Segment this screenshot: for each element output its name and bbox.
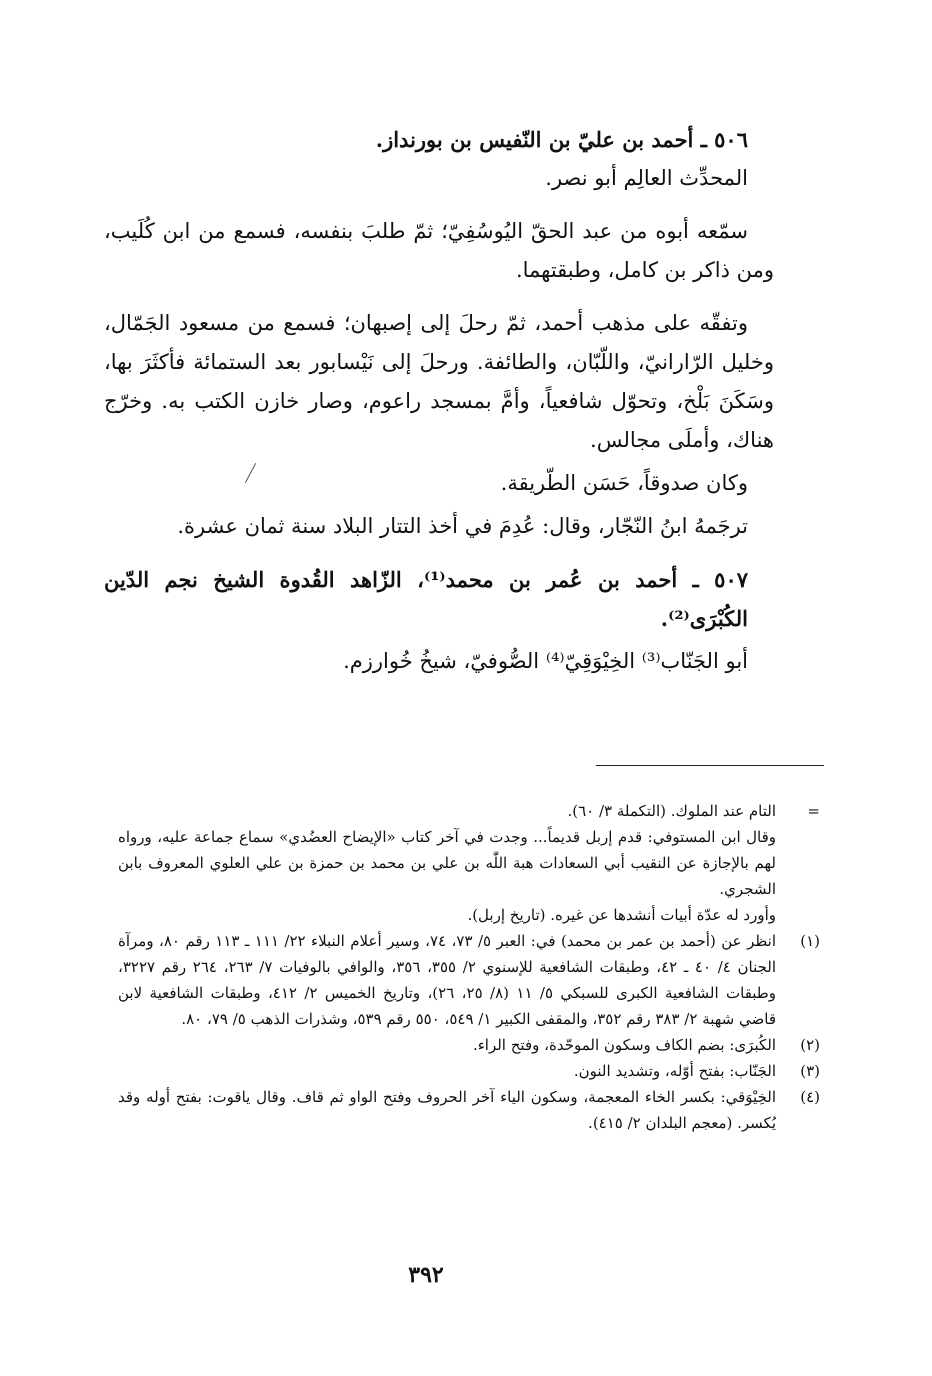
- continuation-line: وقال ابن المستوفي: قدم إربل قديماً... وجدت في آخر كتاب «الإيضاح العضُدي» سماع جماعة عليه، ورواه لهم بالإجازة عن النقيب أبي السعادات هبة اللّٰه بن علي بن محمد بن حمزة بن علي العلوي المعروف بابن الشجري.: [118, 828, 776, 898]
- entry-507-subtitle: أبو الجَنّاب⁽³⁾ الخِيْوَقِيّ⁽⁴⁾ الصُّوفيّ، شيخُ خُوارزم.: [343, 649, 748, 673]
- entry-506-paragraph-4: ترجَمهُ ابنُ النّجّار، وقال: عُدِمَ في أخذ التتار البلاد سنة ثمان عشرة.: [177, 514, 748, 538]
- entry-506-paragraph-1: سمّعه أبوه من عبد الحقّ اليُوسُفِيّ؛ ثمّ طلبَ بنفسه، فسمع من ابن كُلَيب، ومن ذاكر بن كامل، وطبقتهما.: [104, 219, 774, 282]
- main-text: [104, 120, 774, 681]
- footnote-2-text: الكُبرَى: بضم الكاف وسكون الموحّدة، وفتح الراء.: [472, 1036, 776, 1054]
- entry-506-paragraph-2: وتفقّه على مذهب أحمد، ثمّ رحلَ إلى إصبهان؛ فسمع من مسعود الجَمّال، وخليل الرّارانيّ، واللّبّان، والطائفة. ورحلَ إلى نَيْسابور بعد الستمائة فأكثَرَ بها، وسَكَنَ بَلْخ، وتحوّل شافعياً، وأمَّ بمسجد راعوم، وصار خازن الكتب به. وخرّج هناك، وأملَى مجالس.: [104, 311, 774, 452]
- footnotes: [118, 798, 820, 1136]
- footnote-3: [118, 1058, 820, 1084]
- entry-506-paragraph-3: وكان صدوقاً، حَسَن الطّريقة.: [500, 471, 748, 495]
- footnote-1-mark: (١): [800, 932, 820, 950]
- entry-506-heading: ٥٠٦ ـ أحمد بن عليّ بن النّفيس بن بورنداز.: [375, 127, 748, 152]
- footnote-4: [118, 1084, 820, 1136]
- continuation-line: التام عند الملوك. (التكملة ٣/ ٦٠).: [567, 802, 776, 820]
- entry-507-heading: ٥٠٧ ـ أحمد بن عُمر بن محمد⁽¹⁾، الزّاهد القُدوة الشيخ نجم الدّين الكُبْرَى⁽²⁾.: [104, 567, 749, 631]
- footnote-2-mark: (٢): [800, 1036, 820, 1054]
- footnote-3-text: الجَنّاب: بفتح أوّله، وتشديد النون.: [573, 1062, 776, 1080]
- continuation-mark: =: [807, 802, 820, 820]
- footnote-continuation: [118, 798, 820, 928]
- page-number: ٣٩٢: [408, 1262, 444, 1288]
- continuation-line: وأورد له عدّة أبيات أنشدها عن غيره. (تاريخ إربل).: [467, 906, 776, 924]
- footnote-separator: [596, 765, 824, 766]
- footnote-4-mark: (٤): [800, 1088, 820, 1106]
- footnote-2: [118, 1032, 820, 1058]
- footnote-3-mark: (٣): [800, 1062, 820, 1080]
- entry-506-subtitle: المحدِّث العالِم أبو نصر.: [545, 166, 748, 190]
- footnote-1-text: انظر عن (أحمد بن عمر بن محمد) في: العبر ٥/ ٧٣، ٧٤، وسير أعلام النبلاء ٢٢/ ١١١ ـ ١١٣ رقم ٨٠، ومرآة الجنان ٤/ ٤٠ ـ ٤٢، وطبقات الشافعية للإسنوي ٢/ ٣٥٥، ٣٥٦، والوافي بالوفيات ٧/ ٢٦٣، ٢٦٤ رقم ٣٢٢٧، وطبقات الشافعية الكبرى للسبكي ٥/ ١١ (٨/ ٢٥، ٢٦)، وتاريخ الخميس ٢/ ٤١٢، وطبقات الشافعية لابن قاضي شهبة ٢/ ٣٨٣ رقم ٣٥٢، والمقفى الكبير ١/ ٥٤٩، ٥٥٠ رقم ٥٣٩، وشذرات الذهب ٥/ ٧٩، ٨٠.: [118, 932, 777, 1028]
- footnote-4-text: الخِيْوَقي: بكسر الخاء المعجمة، وسكون الياء آخر الحروف وفتح الواو ثم قاف. وقال ياقوت: بفتح أوله وقد يُكسر. (معجم البلدان ٢/ ٤١٥).: [118, 1088, 776, 1132]
- footnote-1: [118, 928, 820, 1032]
